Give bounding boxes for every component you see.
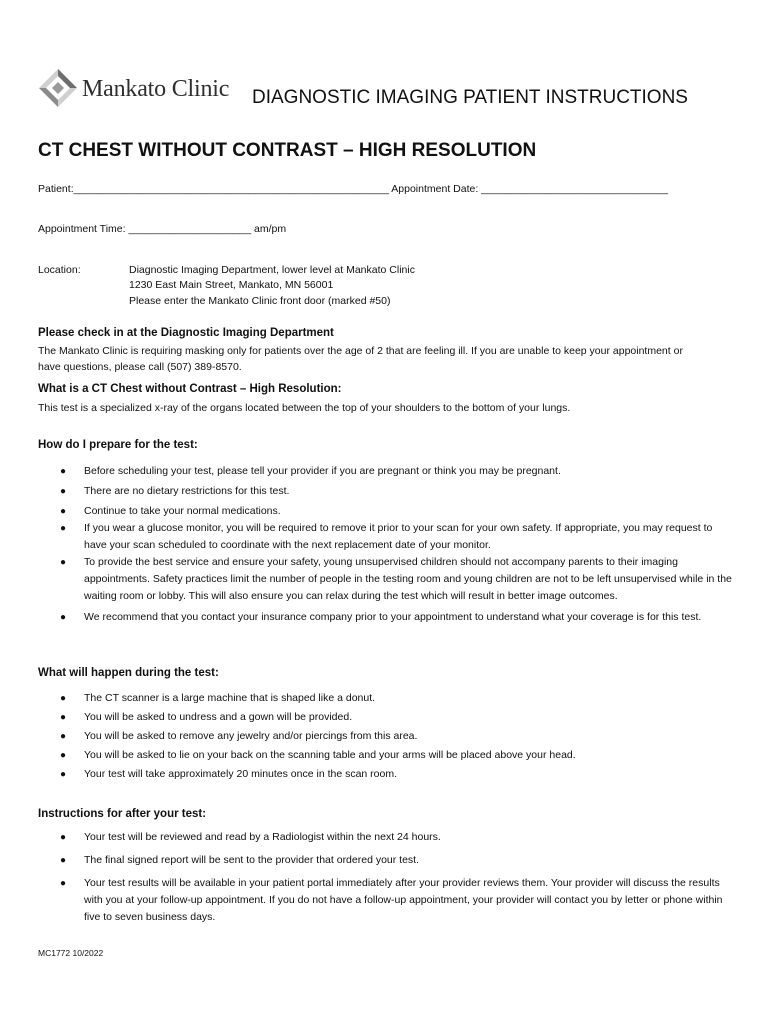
prepare-heading: How do I prepare for the test: bbox=[38, 439, 198, 451]
list-item: ● You will be asked to remove any jewelry and/or piercings from this area. bbox=[38, 728, 738, 745]
patient-appointment-date-line: Patient:______________________________________________________ Appointment Date: ________________________________ bbox=[38, 183, 669, 195]
list-item: ● To provide the best service and ensure your safety, young unsupervised children should not accompany parents to their imaging appointments. Safety practices limit the number of people in the testing room and young children are not to be left unsupervised while in the waiting room or lobby. This will also ensure you can relax during the test which will result in better image outcomes. bbox=[60, 556, 732, 602]
bullet-icon: ● bbox=[60, 612, 67, 623]
bullet-icon: ● bbox=[60, 712, 67, 723]
during-list bbox=[38, 690, 738, 783]
list-item: ● We recommend that you contact your insurance company prior to your appointment to understand what your coverage is for this test. bbox=[38, 609, 738, 626]
bullet-icon: ● bbox=[60, 832, 67, 843]
list-item: ● Continue to take your normal medications. bbox=[38, 503, 738, 520]
checkin-text: The Mankato Clinic is requiring masking only for patients over the age of 2 that are feeling ill. If you are unable to keep your appointment or have questions, please call (507) 389-8570. bbox=[38, 345, 683, 373]
list-item: ● If you wear a glucose monitor, you will be required to remove it prior to your scan for your own safety. If appropriate, you may request to have your scan scheduled to coordinate with the next replacement date of your monitor. bbox=[60, 522, 713, 551]
list-item: ● The final signed report will be sent to the provider that ordered your test. bbox=[38, 852, 738, 869]
document-header: DIAGNOSTIC IMAGING PATIENT INSTRUCTIONS bbox=[252, 87, 688, 108]
after-heading: Instructions for after your test: bbox=[38, 808, 207, 820]
location-label: Location: bbox=[38, 264, 81, 276]
location-line-1: Diagnostic Imaging Department, lower level at Mankato Clinic bbox=[129, 264, 415, 276]
page-title: CT CHEST WITHOUT CONTRAST – HIGH RESOLUTION bbox=[38, 140, 537, 161]
prepare-list bbox=[38, 463, 738, 626]
bullet-icon: ● bbox=[60, 557, 67, 568]
list-item: ● Before scheduling your test, please tell your provider if you are pregnant or think you may be pregnant. bbox=[38, 463, 738, 480]
bullet-icon: ● bbox=[60, 731, 67, 742]
after-list bbox=[38, 829, 738, 926]
list-item: ● Your test will be reviewed and read by a Radiologist within the next 24 hours. bbox=[38, 829, 738, 846]
bullet-icon: ● bbox=[60, 693, 67, 704]
appointment-time-line: Appointment Time: _____________________ am/pm bbox=[38, 223, 287, 235]
list-item: ● You will be asked to lie on your back on the scanning table and your arms will be placed above your head. bbox=[38, 747, 738, 764]
bullet-icon: ● bbox=[60, 523, 67, 534]
clinic-logo bbox=[38, 68, 238, 110]
what-is-heading: What is a CT Chest without Contrast – High Resolution: bbox=[38, 383, 342, 395]
bullet-icon: ● bbox=[60, 769, 67, 780]
list-item: ● You will be asked to undress and a gown will be provided. bbox=[38, 709, 738, 726]
bullet-icon: ● bbox=[60, 878, 67, 889]
during-heading: What will happen during the test: bbox=[38, 667, 219, 679]
checkin-heading: Please check in at the Diagnostic Imaging Department bbox=[38, 327, 334, 339]
bullet-icon: ● bbox=[60, 466, 67, 477]
what-is-text: This test is a specialized x-ray of the organs located between the top of your shoulders to the bottom of your lungs. bbox=[38, 402, 571, 414]
bullet-icon: ● bbox=[60, 750, 67, 761]
clinic-logo-text: Mankato Clinic bbox=[82, 76, 230, 102]
list-item: ● Your test will take approximately 20 minutes once in the scan room. bbox=[38, 766, 738, 783]
bullet-icon: ● bbox=[60, 855, 67, 866]
location-line-3: Please enter the Mankato Clinic front door (marked #50) bbox=[129, 295, 391, 307]
list-item: ● There are no dietary restrictions for this test. bbox=[38, 483, 738, 500]
bullet-icon: ● bbox=[60, 506, 67, 517]
location-line-2: 1230 East Main Street, Mankato, MN 56001 bbox=[129, 279, 334, 291]
form-code: MC1772 10/2022 bbox=[38, 948, 104, 958]
list-item: ● The CT scanner is a large machine that is shaped like a donut. bbox=[38, 690, 738, 707]
clinic-logo-icon bbox=[38, 68, 78, 108]
bullet-icon: ● bbox=[60, 486, 67, 497]
list-item: ● Your test results will be available in your patient portal immediately after your provider reviews them. Your provider will discuss the results with you at your follow-up appointment. If you do not have a follow-up appointment, your provider will contact you by letter or phone within five to seven business days. bbox=[60, 877, 723, 923]
